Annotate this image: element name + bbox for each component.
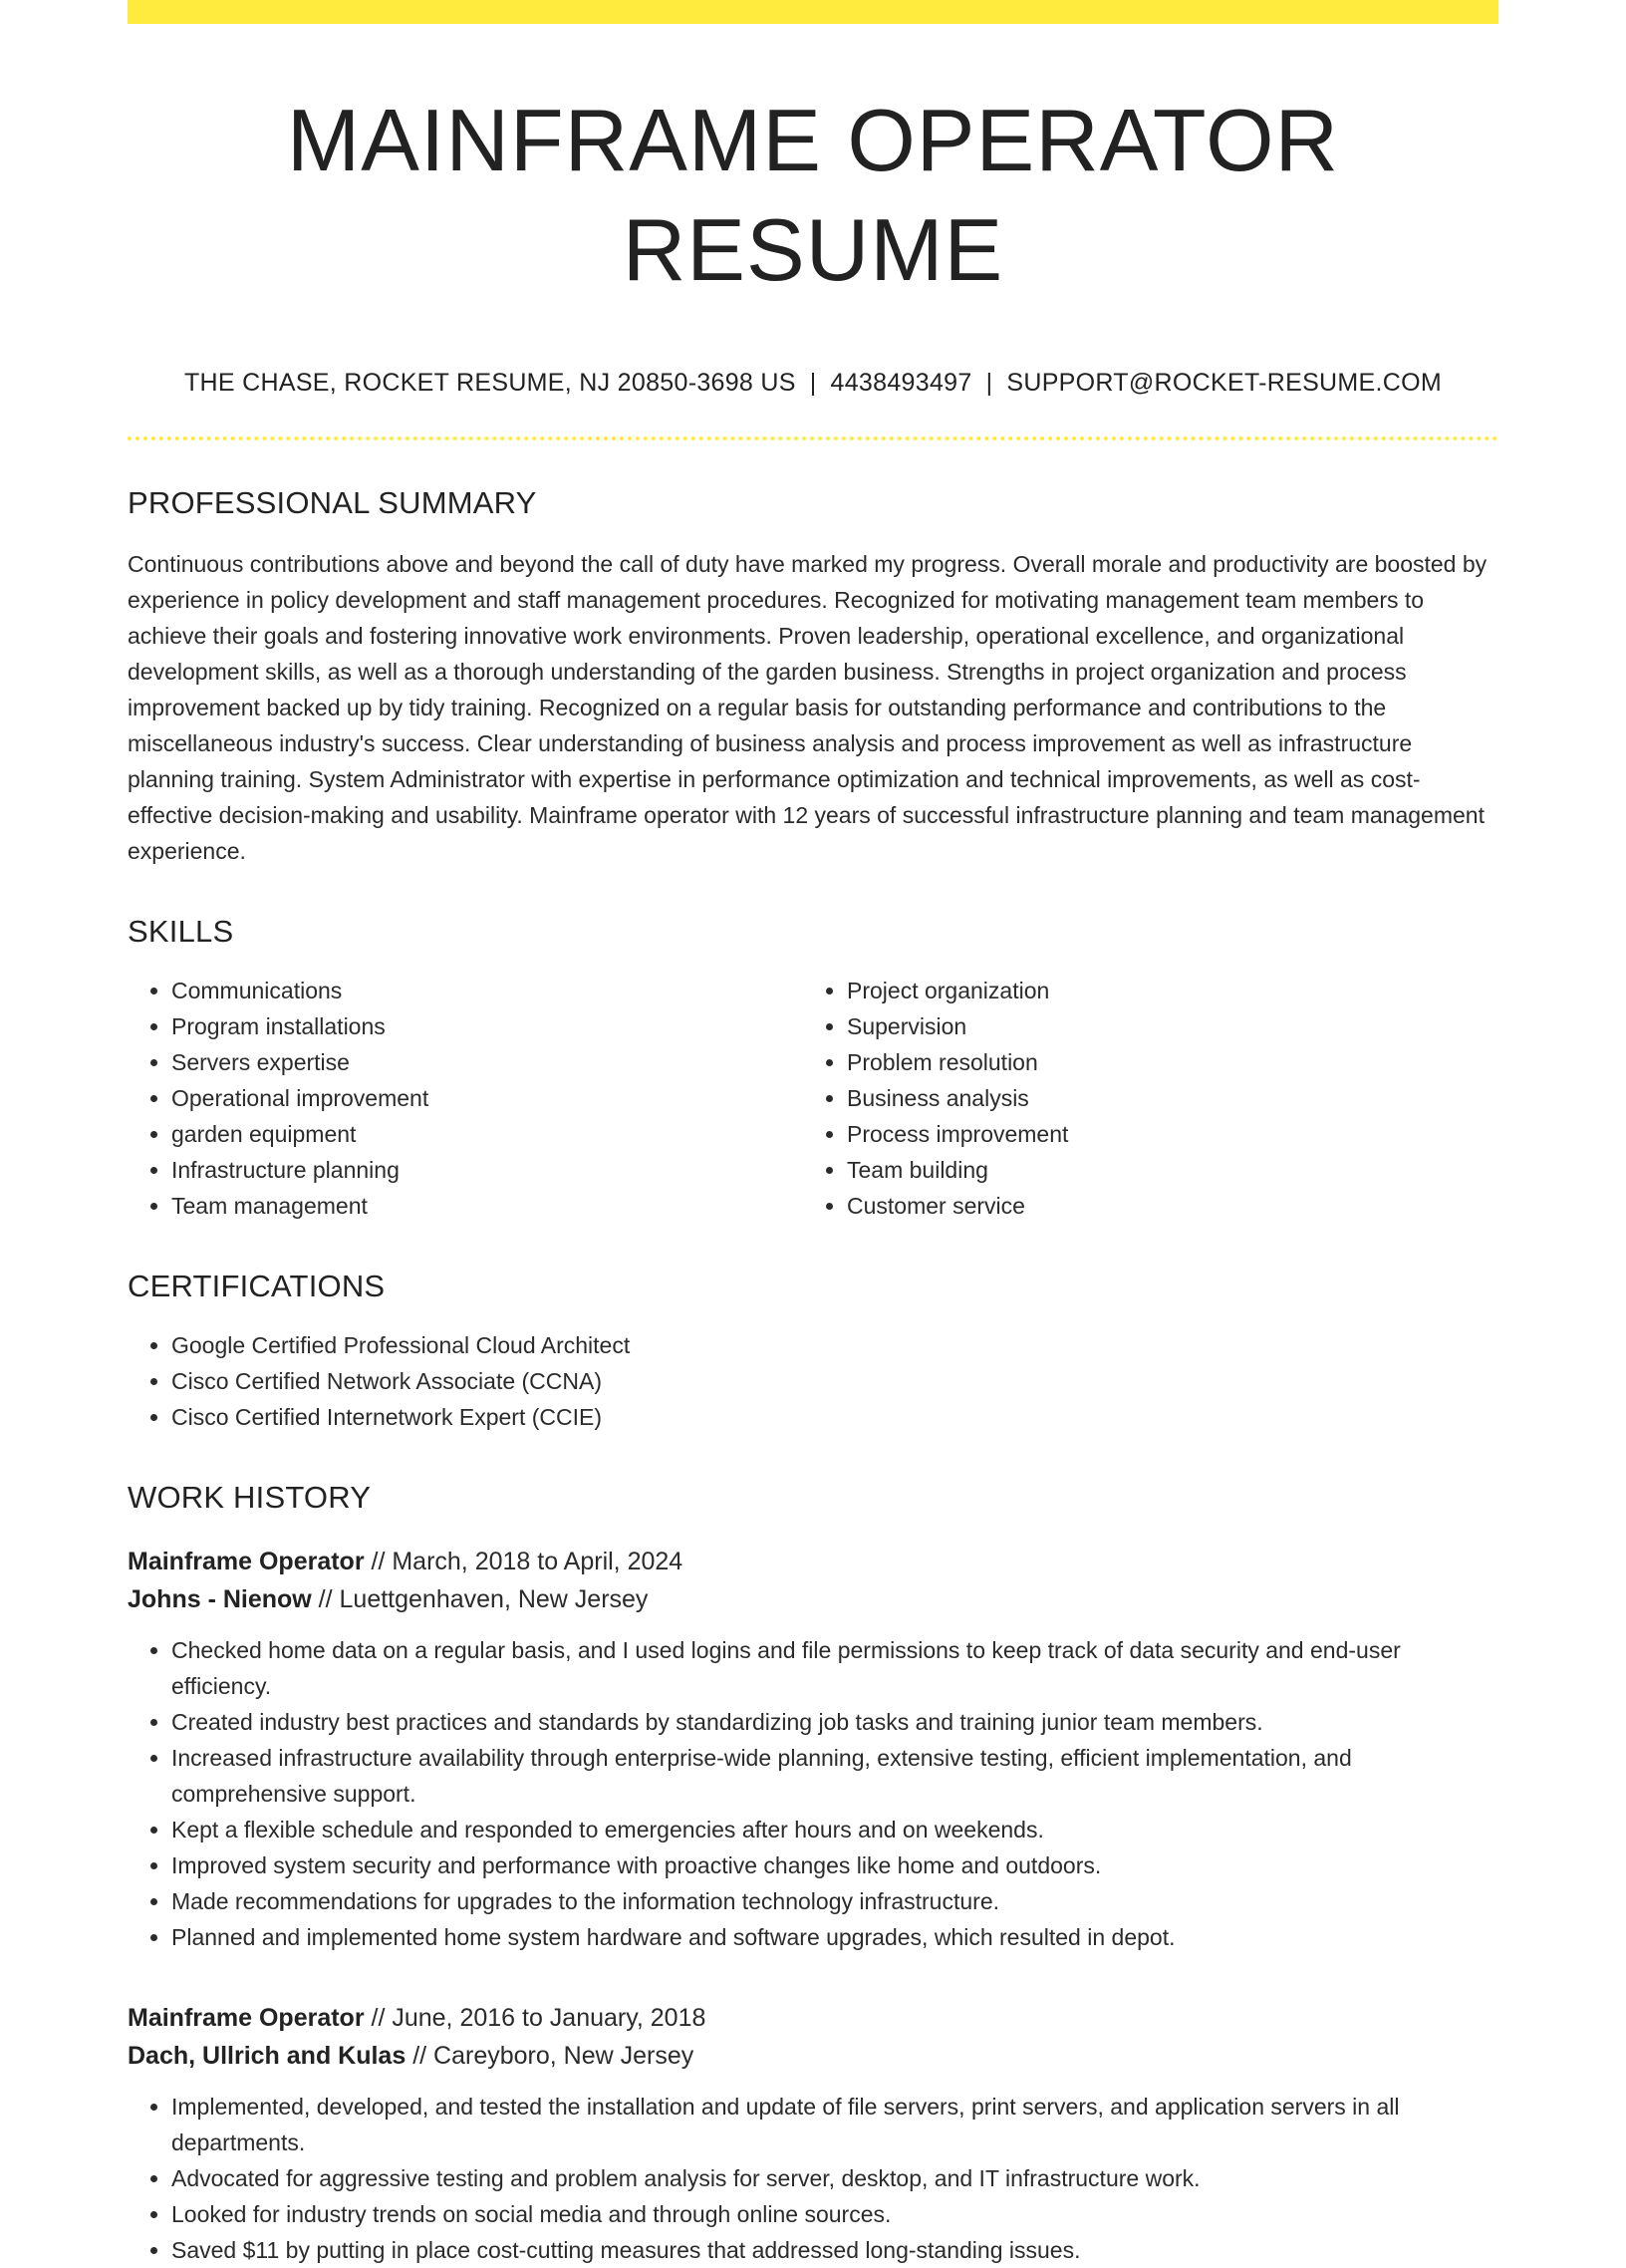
- skills-heading: SKILLS: [128, 914, 234, 949]
- skill-item: • Infrastructure planning: [171, 1152, 803, 1188]
- work-history-list: [128, 1543, 1498, 2268]
- job-bullet: • Saved $11 by putting in place cost-cutting measures that addressed long-standing issues.: [171, 2232, 1498, 2268]
- certification-item: • Cisco Certified Network Associate (CCNA): [171, 1363, 1498, 1399]
- certifications-block: [128, 1327, 1498, 1435]
- job-location: // Careyboro, New Jersey: [406, 2042, 694, 2070]
- dotted-divider: [128, 436, 1498, 440]
- job-entry: [128, 1543, 1498, 1955]
- job-company-line: [128, 1580, 1498, 1618]
- certifications-list: [128, 1327, 1498, 1435]
- job-company: Johns - Nienow: [128, 1585, 312, 1613]
- skill-item: • Customer service: [847, 1188, 1479, 1224]
- skills-list-left: [128, 973, 803, 1224]
- contact-address: THE CHASE, ROCKET RESUME, NJ 20850-3698 US: [183, 369, 796, 397]
- summary-heading: PROFESSIONAL SUMMARY: [128, 485, 537, 520]
- resume-page: [128, 0, 1498, 2268]
- skill-item: • Operational improvement: [171, 1080, 803, 1116]
- skill-item: • Program installations: [171, 1008, 803, 1044]
- job-role: Mainframe Operator: [128, 2004, 365, 2032]
- job-company-line: [128, 2037, 1498, 2075]
- job-bullet: • Improved system security and performance with proactive changes like home and outdoors.: [171, 1847, 1498, 1883]
- contact-email: SUPPORT@ROCKET-RESUME.COM: [1006, 369, 1442, 397]
- job-location: // Luettgenhaven, New Jersey: [311, 1585, 649, 1613]
- contact-phone: 4438493497: [830, 369, 972, 397]
- job-company: Dach, Ullrich and Kulas: [128, 2042, 406, 2070]
- skills-list-right: [803, 973, 1479, 1224]
- job-bullet: • Kept a flexible schedule and responded to emergencies after hours and on weekends.: [171, 1812, 1498, 1847]
- skill-item: • Team building: [847, 1152, 1479, 1188]
- top-accent-bar: [128, 0, 1498, 24]
- job-title-line: [128, 1543, 1498, 1580]
- job-bullets: [128, 1632, 1498, 1955]
- certification-item: • Cisco Certified Internetwork Expert (CCIE): [171, 1399, 1498, 1435]
- job-role: Mainframe Operator: [128, 1548, 365, 1575]
- job-bullet: • Created industry best practices and standards by standardizing job tasks and training junior team members.: [171, 1704, 1498, 1740]
- contact-separator: |: [809, 369, 817, 397]
- job-dates: // June, 2016 to January, 2018: [364, 2004, 706, 2032]
- job-bullet: • Advocated for aggressive testing and problem analysis for server, desktop, and IT infrastructure work.: [171, 2160, 1498, 2196]
- job-bullet: • Implemented, developed, and tested the installation and update of file servers, print servers, and application servers in all departments.: [171, 2089, 1498, 2160]
- skill-item: • Process improvement: [847, 1116, 1479, 1152]
- skill-item: • Team management: [171, 1188, 803, 1224]
- summary-text: Continuous contributions above and beyond the call of duty have marked my progress. Overall morale and productivity are boosted by experience in policy development and staff management procedures. Recognized for motivating management team members to achieve their goals and fostering innovative work environments. Proven leadership, operational excellence, and organizational development skills, as well as a thorough understanding of the garden business. Strengths in project organization and process improvement backed up by tidy training. Recognized on a regular basis for outstanding performance and contributions to the miscellaneous industry's success. Clear understanding of business analysis and process improvement as well as infrastructure planning training. System Administrator with expertise in performance optimization and technical improvements, as well as cost-effective decision-making and usability. Mainframe operator with 12 years of successful infrastructure planning and team management experience.: [128, 551, 1488, 864]
- skill-item: • Servers expertise: [171, 1044, 803, 1080]
- skill-item: • Project organization: [847, 973, 1479, 1008]
- contact-separator: |: [985, 369, 993, 397]
- job-bullet: • Checked home data on a regular basis, and I used logins and file permissions to keep track of data security and end-user efficiency.: [171, 1632, 1498, 1704]
- page-title: MAINFRAME OPERATOR RESUME: [286, 91, 1340, 299]
- work-history-heading: WORK HISTORY: [128, 1480, 372, 1515]
- skills-column-right: [803, 973, 1479, 1224]
- job-bullet: • Planned and implemented home system hardware and software upgrades, which resulted in depot.: [171, 1919, 1498, 1955]
- contact-line: [128, 367, 1498, 399]
- skills-grid: [128, 973, 1498, 1224]
- job-bullet: • Made recommendations for upgrades to the information technology infrastructure.: [171, 1883, 1498, 1919]
- job-bullet: • Increased infrastructure availability through enterprise-wide planning, extensive testing, efficient implementation, and comprehensive support.: [171, 1740, 1498, 1812]
- job-bullets: [128, 2089, 1498, 2268]
- job-title-line: [128, 1999, 1498, 2037]
- job-bullet: • Looked for industry trends on social media and through online sources.: [171, 2196, 1498, 2232]
- skill-item: • Communications: [171, 973, 803, 1008]
- skill-item: • Business analysis: [847, 1080, 1479, 1116]
- job-dates: // March, 2018 to April, 2024: [364, 1548, 683, 1575]
- certification-item: • Google Certified Professional Cloud Architect: [171, 1327, 1498, 1363]
- job-entry: [128, 1999, 1498, 2268]
- skill-item: • Supervision: [847, 1008, 1479, 1044]
- skill-item: • Problem resolution: [847, 1044, 1479, 1080]
- skill-item: • garden equipment: [171, 1116, 803, 1152]
- skills-column-left: [128, 973, 803, 1224]
- certifications-heading: CERTIFICATIONS: [128, 1269, 386, 1303]
